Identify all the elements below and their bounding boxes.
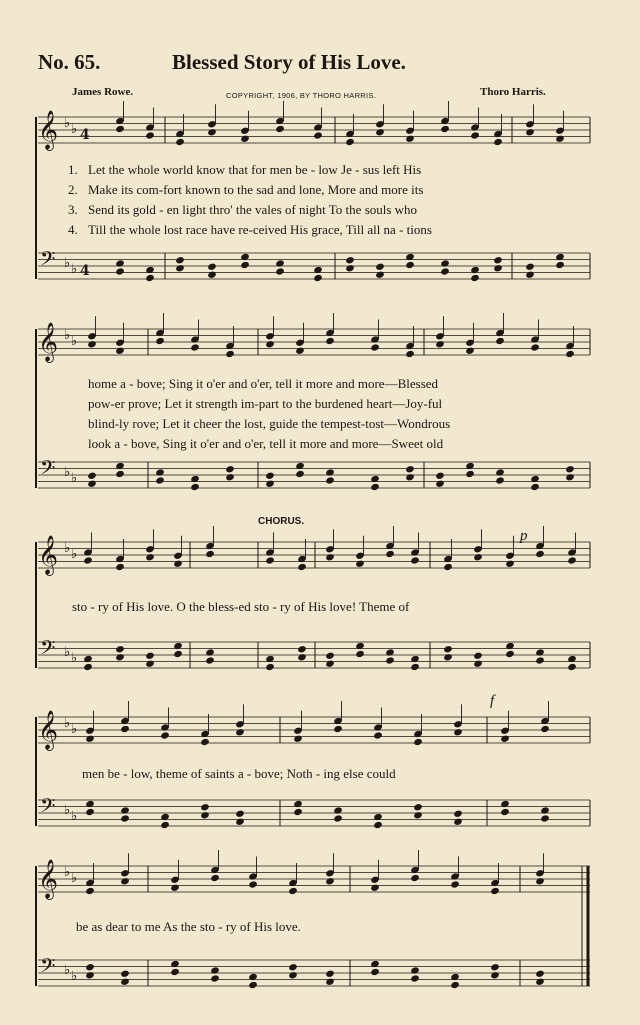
note-head [370, 483, 380, 491]
note-head [265, 472, 275, 480]
flat-icon: ♭ [64, 963, 71, 978]
note-head [325, 476, 335, 484]
note-head [200, 738, 210, 746]
bass-clef-icon: 𝄢 [40, 636, 56, 664]
note-head [535, 970, 545, 978]
note-head [200, 803, 210, 811]
note-head [248, 973, 258, 981]
note-head [265, 655, 275, 663]
note-head [145, 553, 155, 561]
verse-3-number: 3. [68, 202, 78, 217]
note-head [120, 978, 130, 986]
note-head [370, 968, 380, 976]
note-head [115, 267, 125, 275]
chorus-line-3: be as dear to me As the sto - ry of His love. [76, 919, 301, 934]
note-head [297, 653, 307, 661]
copyright-notice: COPYRIGHT, 1906, BY THORO HARRIS. [226, 91, 377, 100]
note-head [83, 655, 93, 663]
note-head [155, 476, 165, 484]
note-head [170, 960, 180, 968]
verse-1-line-1: Let the whole world know that for men be - low Je - sus left His [88, 162, 422, 177]
note-head [410, 556, 420, 564]
note-head [87, 340, 97, 348]
note-head [115, 125, 125, 133]
note-head [440, 259, 450, 267]
note-head [275, 259, 285, 267]
note-head [535, 978, 545, 986]
note-head [145, 274, 155, 282]
note-head [505, 560, 515, 568]
note-head [265, 663, 275, 671]
note-head [160, 813, 170, 821]
note-head [540, 806, 550, 814]
note-head [145, 652, 155, 660]
verse-1-line-2: home a - bove; Sing it o'er and o'er, tell it more and more—Blessed [88, 376, 439, 391]
flat-icon: ♭ [71, 969, 78, 984]
note-head [265, 556, 275, 564]
author-credit: James Rowe. [72, 86, 134, 98]
flat-icon: ♭ [64, 541, 71, 556]
note-head [465, 470, 475, 478]
note-head [173, 560, 183, 568]
note-head [115, 563, 125, 571]
note-head [210, 874, 220, 882]
note-head [373, 731, 383, 739]
note-head [500, 808, 510, 816]
flat-icon: ♭ [64, 803, 71, 818]
note-head [355, 560, 365, 568]
verse-1-number: 1. [68, 162, 78, 177]
note-head [413, 811, 423, 819]
note-head [450, 981, 460, 989]
note-head [293, 735, 303, 743]
note-head [160, 821, 170, 829]
note-head [565, 465, 575, 473]
note-head [175, 264, 185, 272]
note-head [453, 810, 463, 818]
verse-4-line-1: Till the whole lost race have re-ceived His grace, Till all na - tions [88, 222, 432, 237]
note-head [525, 128, 535, 136]
note-head [567, 655, 577, 663]
note-head [443, 645, 453, 653]
note-head [405, 350, 415, 358]
flat-icon: ♭ [71, 122, 78, 137]
note-head [333, 725, 343, 733]
note-head [405, 253, 415, 261]
flat-icon: ♭ [64, 328, 71, 343]
verse-2-line-2: pow-er prove; Let it strength im-part to the burdened heart—Joy-ful [88, 396, 443, 411]
note-head [115, 645, 125, 653]
chorus-label: CHORUS. [258, 516, 305, 527]
note-head [313, 131, 323, 139]
note-head [333, 806, 343, 814]
note-head [465, 462, 475, 470]
note-head [495, 476, 505, 484]
bass-clef-icon: 𝄢 [40, 247, 56, 275]
treble-clef-icon: 𝄞 [38, 110, 59, 150]
note-head [240, 253, 250, 261]
note-head [85, 800, 95, 808]
treble-clef-icon: 𝄞 [38, 322, 59, 362]
note-head [450, 880, 460, 888]
note-head [160, 731, 170, 739]
note-head [413, 803, 423, 811]
note-head [370, 884, 380, 892]
note-head [210, 966, 220, 974]
note-head [443, 653, 453, 661]
note-head [505, 650, 515, 658]
note-head [490, 887, 500, 895]
note-head [535, 877, 545, 885]
note-head [173, 642, 183, 650]
flat-icon: ♭ [64, 645, 71, 660]
note-head [450, 973, 460, 981]
note-head [288, 963, 298, 971]
note-head [120, 814, 130, 822]
time-signature: 4 [80, 263, 90, 279]
flat-icon: ♭ [71, 262, 78, 277]
chorus-line-1: sto - ry of His love. O the bless-ed sto - ry of His love! Theme of [72, 599, 410, 614]
note-head [85, 971, 95, 979]
note-head [435, 472, 445, 480]
composer-credit: Thoro Harris. [480, 86, 546, 98]
note-head [265, 340, 275, 348]
note-head [505, 642, 515, 650]
note-head [440, 125, 450, 133]
note-head [120, 806, 130, 814]
flat-icon: ♭ [64, 716, 71, 731]
flat-icon: ♭ [64, 116, 71, 131]
note-head [375, 271, 385, 279]
note-head [385, 656, 395, 664]
note-head [175, 256, 185, 264]
note-head [470, 274, 480, 282]
note-head [567, 556, 577, 564]
note-head [470, 266, 480, 274]
treble-clef-icon: 𝄞 [38, 710, 59, 750]
note-head [145, 266, 155, 274]
verse-2-line-1: Make its com-fort known to the sad and lone, More and more its [88, 182, 424, 197]
note-head [473, 660, 483, 668]
note-head [405, 261, 415, 269]
note-head [207, 263, 217, 271]
note-head [500, 735, 510, 743]
note-head [295, 470, 305, 478]
hymn-number: No. 65. [38, 50, 101, 74]
note-head [207, 128, 217, 136]
note-head [83, 663, 93, 671]
note-head [440, 267, 450, 275]
flat-icon: ♭ [71, 809, 78, 824]
flat-icon: ♭ [71, 334, 78, 349]
note-head [248, 981, 258, 989]
note-head [170, 968, 180, 976]
note-head [370, 960, 380, 968]
note-head [555, 253, 565, 261]
note-head [225, 465, 235, 473]
note-head [240, 135, 250, 143]
note-head [145, 131, 155, 139]
note-head [85, 887, 95, 895]
note-head [500, 800, 510, 808]
note-head [240, 261, 250, 269]
note-head [473, 553, 483, 561]
note-head [493, 138, 503, 146]
note-head [115, 653, 125, 661]
note-head [345, 264, 355, 272]
note-head [435, 480, 445, 488]
note-head [385, 550, 395, 558]
note-head [410, 974, 420, 982]
flat-icon: ♭ [64, 865, 71, 880]
note-head [295, 347, 305, 355]
note-head [525, 271, 535, 279]
note-head [530, 475, 540, 483]
note-head [225, 350, 235, 358]
note-head [540, 814, 550, 822]
note-head [313, 274, 323, 282]
note-head [295, 462, 305, 470]
bass-clef-icon: 𝄢 [40, 456, 56, 484]
note-head [525, 263, 535, 271]
note-head [145, 660, 155, 668]
note-head [370, 475, 380, 483]
note-head [370, 343, 380, 351]
verse-3-line-2: blind-ly rove; Let it cheer the lost, guide the tempest-tost—Wondrous [88, 416, 451, 431]
note-head [225, 473, 235, 481]
note-head [535, 550, 545, 558]
note-head [190, 343, 200, 351]
note-head [85, 735, 95, 743]
note-head [535, 648, 545, 656]
note-head [325, 660, 335, 668]
note-head [313, 266, 323, 274]
note-head [115, 470, 125, 478]
note-head [297, 645, 307, 653]
note-head [173, 650, 183, 658]
note-head [325, 553, 335, 561]
flat-icon: ♭ [71, 871, 78, 886]
note-head [83, 556, 93, 564]
verse-4-number: 4. [68, 222, 78, 237]
note-head [495, 468, 505, 476]
note-head [120, 725, 130, 733]
treble-clef-icon: 𝄞 [38, 859, 59, 899]
note-head [385, 648, 395, 656]
note-head [155, 337, 165, 345]
note-head [375, 128, 385, 136]
treble-clef-icon: 𝄞 [38, 535, 59, 575]
note-head [493, 264, 503, 272]
note-head [375, 263, 385, 271]
flat-icon: ♭ [71, 547, 78, 562]
bass-clef-icon: 𝄢 [40, 794, 56, 822]
note-head [333, 814, 343, 822]
note-head [87, 472, 97, 480]
note-head [410, 874, 420, 882]
note-head [190, 475, 200, 483]
verse-3-line-1: Send its gold - en light thro' the vales of night To the souls who [88, 202, 418, 217]
verse-2-number: 2. [68, 182, 78, 197]
note-head [567, 663, 577, 671]
note-head [205, 656, 215, 664]
note-head [540, 725, 550, 733]
note-head [275, 125, 285, 133]
note-head [325, 877, 335, 885]
note-head [170, 884, 180, 892]
note-head [473, 652, 483, 660]
note-head [470, 131, 480, 139]
note-head [205, 550, 215, 558]
flat-icon: ♭ [64, 256, 71, 271]
note-head [120, 877, 130, 885]
flat-icon: ♭ [71, 722, 78, 737]
note-head [435, 340, 445, 348]
note-head [235, 810, 245, 818]
note-head [410, 663, 420, 671]
note-head [248, 880, 258, 888]
note-head [490, 971, 500, 979]
note-head [85, 808, 95, 816]
note-head [325, 652, 335, 660]
note-head [345, 256, 355, 264]
note-head [87, 480, 97, 488]
note-head [555, 261, 565, 269]
note-head [190, 483, 200, 491]
note-head [443, 563, 453, 571]
flat-icon: ♭ [71, 651, 78, 666]
note-head [115, 462, 125, 470]
verse-4-line-2: look a - bove, Sing it o'er and o'er, tell it more and more—Sweet old [88, 436, 444, 451]
note-head [453, 818, 463, 826]
note-head [490, 963, 500, 971]
note-head [565, 473, 575, 481]
note-head [115, 259, 125, 267]
note-head [565, 350, 575, 358]
note-head [453, 728, 463, 736]
note-head [210, 974, 220, 982]
note-head [530, 483, 540, 491]
note-head [465, 347, 475, 355]
note-head [405, 135, 415, 143]
note-head [235, 818, 245, 826]
note-head [493, 256, 503, 264]
note-head [85, 963, 95, 971]
chorus-line-2: men be - low, theme of saints a - bove; Noth - ing else could [82, 766, 396, 781]
note-head [175, 138, 185, 146]
note-head [275, 267, 285, 275]
note-head [535, 656, 545, 664]
note-head [297, 563, 307, 571]
note-head [410, 966, 420, 974]
note-head [405, 473, 415, 481]
note-head [555, 135, 565, 143]
note-head [355, 642, 365, 650]
note-head [235, 728, 245, 736]
dynamic-piano: p [520, 528, 528, 544]
note-head [200, 811, 210, 819]
note-head [115, 347, 125, 355]
note-head [288, 971, 298, 979]
note-head [325, 337, 335, 345]
note-head [355, 650, 365, 658]
note-head [288, 887, 298, 895]
note-head [405, 465, 415, 473]
note-head [205, 648, 215, 656]
note-head [325, 978, 335, 986]
note-head [120, 970, 130, 978]
note-head [207, 271, 217, 279]
flat-icon: ♭ [64, 465, 71, 480]
dynamic-forte: f [490, 693, 495, 709]
note-head [530, 343, 540, 351]
note-head [155, 468, 165, 476]
note-head [410, 655, 420, 663]
note-head [293, 808, 303, 816]
note-head [345, 138, 355, 146]
note-head [373, 821, 383, 829]
note-head [413, 738, 423, 746]
note-head [265, 480, 275, 488]
flat-icon: ♭ [71, 471, 78, 486]
note-head [495, 337, 505, 345]
hymn-title: Blessed Story of His Love. [172, 50, 406, 74]
bass-clef-icon: 𝄢 [40, 954, 56, 982]
note-head [325, 970, 335, 978]
time-signature: 4 [80, 127, 90, 143]
note-head [373, 813, 383, 821]
note-head [325, 468, 335, 476]
note-head [293, 800, 303, 808]
